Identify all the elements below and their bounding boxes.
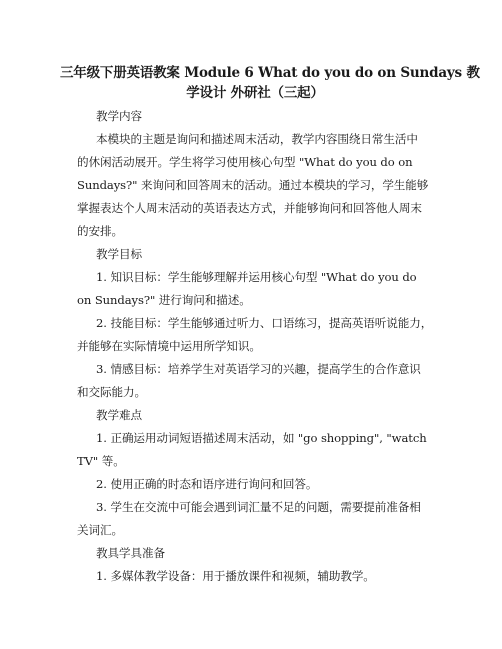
- heading-teaching-aids: 教具学具准备: [96, 546, 165, 560]
- list-item: 1. 多媒体教学设备：用于播放课件和视频，辅助教学。: [96, 569, 375, 583]
- document-title-line-1: 三年级下册英语教案 Module 6 What do you do on Sundays 教: [60, 65, 480, 81]
- heading-teaching-content: 教学内容: [96, 109, 142, 123]
- list-item: 2. 使用正确的时态和语序进行询问和回答。: [96, 477, 318, 491]
- list-item-continued: 关词汇。: [77, 523, 123, 537]
- document-title-line-2: 学设计 外研社（三起）: [186, 85, 324, 101]
- list-item-continued: on Sundays?" 进行询问和描述。: [77, 293, 251, 307]
- paragraph-line: Sundays?" 来询问和回答周末的活动。通过本模块的学习，学生能够: [77, 178, 429, 192]
- list-item-continued: TV" 等。: [77, 454, 125, 468]
- paragraph-line: 本模块的主题是询问和描述周末活动，教学内容围绕日常生活中: [96, 132, 418, 146]
- list-item: 3. 情感目标：培养学生对英语学习的兴趣，提高学生的合作意识: [96, 362, 421, 376]
- paragraph-line: 的安排。: [77, 224, 123, 238]
- list-item: 3. 学生在交流中可能会遇到词汇量不足的问题，需要提前准备相: [96, 500, 421, 514]
- list-item-continued: 并能够在实际情境中运用所学知识。: [77, 339, 261, 353]
- list-item-continued: 和交际能力。: [77, 385, 146, 399]
- list-item: 2. 技能目标：学生能够通过听力、口语练习，提高英语听说能力，: [96, 316, 433, 330]
- list-item: 1. 知识目标：学生能够理解并运用核心句型 "What do you do: [96, 270, 417, 284]
- paragraph-line: 的休闲活动展开。学生将学习使用核心句型 "What do you do on: [77, 155, 413, 169]
- paragraph-line: 掌握表达个人周末活动的英语表达方式，并能够询问和回答他人周末: [77, 201, 422, 215]
- list-item: 1. 正确运用动词短语描述周末活动，如 "go shopping", "watch: [96, 431, 427, 445]
- heading-teaching-difficulties: 教学难点: [96, 408, 142, 422]
- heading-teaching-objectives: 教学目标: [96, 247, 142, 261]
